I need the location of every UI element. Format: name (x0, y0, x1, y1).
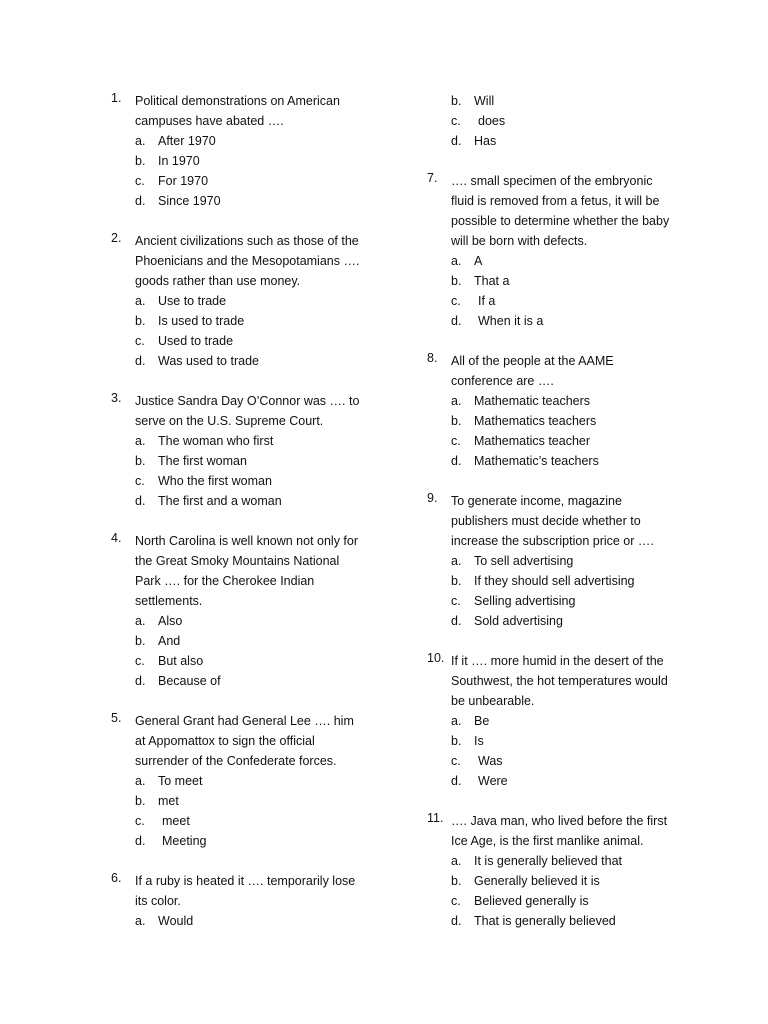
option-letter: b. (451, 874, 462, 888)
option-letter: c. (451, 114, 461, 128)
option-c[interactable] (451, 431, 677, 451)
question-text: North Carolina is well known not only for the Great Smoky Mountains National Park …. for the Cherokee Indian settlements. (135, 534, 359, 608)
option-text: Was used to trade (158, 354, 259, 368)
option-d[interactable] (451, 451, 677, 471)
question-8 (427, 351, 677, 471)
option-d[interactable] (451, 131, 677, 151)
option-text: does (478, 114, 506, 128)
question-number: 3. (111, 391, 122, 405)
option-letter: d. (451, 314, 462, 328)
question-text: Justice Sandra Day O’Connor was …. to serve on the U.S. Supreme Court. (135, 394, 360, 428)
question-10 (427, 651, 677, 791)
option-letter: d. (135, 674, 146, 688)
option-text: Is (474, 734, 484, 748)
option-letter: b. (451, 274, 462, 288)
option-text: Mathematics teacher (474, 434, 591, 448)
question-text: General Grant had General Lee …. him at Appomattox to sign the official surrender of the Confederate forces. (135, 714, 354, 768)
option-text: If they should sell advertising (474, 574, 635, 588)
option-b[interactable] (451, 271, 677, 291)
option-text: meet (162, 814, 190, 828)
option-b[interactable] (135, 311, 361, 331)
option-b[interactable] (451, 411, 677, 431)
option-letter: c. (135, 814, 145, 828)
option-letter: b. (451, 414, 462, 428)
option-text: Mathematics teachers (474, 414, 597, 428)
option-letter: b. (135, 154, 146, 168)
option-d[interactable] (451, 911, 677, 931)
option-letter: d. (451, 614, 462, 628)
question-6-continued (427, 91, 677, 151)
left-column (111, 91, 361, 951)
option-a[interactable] (451, 551, 677, 571)
option-text: Since 1970 (158, 194, 221, 208)
option-text: Used to trade (158, 334, 234, 348)
option-letter: d. (135, 354, 146, 368)
option-d[interactable] (135, 351, 361, 371)
option-b[interactable] (135, 631, 361, 651)
option-text: Has (474, 134, 497, 148)
option-text: Is used to trade (158, 314, 245, 328)
question-number: 6. (111, 871, 122, 885)
option-text: And (158, 634, 181, 648)
option-text: Were (478, 774, 508, 788)
option-text: Sold advertising (474, 614, 563, 628)
option-a[interactable] (451, 851, 677, 871)
option-text: Believed generally is (474, 894, 589, 908)
option-letter: d. (451, 134, 462, 148)
option-text: met (158, 794, 179, 808)
option-letter: b. (451, 94, 462, 108)
option-letter: a. (135, 614, 146, 628)
question-3 (111, 391, 361, 511)
option-letter: b. (135, 314, 146, 328)
option-letter: a. (451, 714, 462, 728)
option-d[interactable] (135, 671, 361, 691)
option-b[interactable] (135, 151, 361, 171)
question-text: …. small specimen of the embryonic fluid is removed from a fetus, it will be possible to determine whether the baby will be born with defects. (451, 174, 670, 248)
option-a[interactable] (135, 771, 361, 791)
option-b[interactable] (451, 91, 677, 111)
question-text: To generate income, magazine publishers must decide whether to increase the subscription price or …. (451, 494, 654, 548)
option-c[interactable] (451, 591, 677, 611)
option-text: After 1970 (158, 134, 216, 148)
option-letter: a. (135, 434, 146, 448)
option-text: Mathematic’s teachers (474, 454, 599, 468)
option-letter: c. (451, 894, 461, 908)
option-c[interactable] (135, 811, 361, 831)
option-text: The woman who first (158, 434, 274, 448)
option-text: Would (158, 914, 194, 928)
option-text: Also (158, 614, 183, 628)
option-c[interactable] (451, 891, 677, 911)
option-b[interactable] (135, 791, 361, 811)
option-letter: b. (451, 734, 462, 748)
option-text: It is generally believed that (474, 854, 623, 868)
option-c[interactable] (135, 171, 361, 191)
question-text: Political demonstrations on American campuses have abated …. (135, 94, 340, 128)
option-letter: d. (135, 494, 146, 508)
option-b[interactable] (451, 731, 677, 751)
option-letter: a. (451, 394, 462, 408)
option-letter: c. (135, 654, 145, 668)
option-letter: c. (451, 594, 461, 608)
option-c[interactable] (451, 291, 677, 311)
question-5 (111, 711, 361, 851)
option-letter: d. (451, 914, 462, 928)
option-a[interactable] (135, 431, 361, 451)
option-letter: c. (135, 474, 145, 488)
question-2 (111, 231, 361, 371)
question-1 (111, 91, 361, 211)
option-c[interactable] (451, 111, 677, 131)
option-letter: b. (135, 794, 146, 808)
option-letter: c. (451, 754, 461, 768)
question-number: 2. (111, 231, 122, 245)
option-a[interactable] (135, 911, 361, 931)
option-text: Be (474, 714, 490, 728)
option-a[interactable] (451, 391, 677, 411)
option-text: Was (478, 754, 503, 768)
question-6 (111, 871, 361, 931)
question-number: 9. (427, 491, 438, 505)
option-letter: a. (135, 134, 146, 148)
option-text: Generally believed it is (474, 874, 600, 888)
option-letter: d. (451, 454, 462, 468)
option-letter: c. (451, 434, 461, 448)
question-number: 10. (427, 651, 445, 665)
question-7 (427, 171, 677, 331)
option-a[interactable] (451, 251, 677, 271)
option-d[interactable] (451, 311, 677, 331)
question-number: 8. (427, 351, 438, 365)
question-text: If it …. more humid in the desert of the Southwest, the hot temperatures would be unbearable. (451, 654, 668, 708)
option-d[interactable] (451, 611, 677, 631)
option-b[interactable] (135, 451, 361, 471)
option-letter: c. (135, 334, 145, 348)
option-text: Mathematic teachers (474, 394, 591, 408)
question-text: If a ruby is heated it …. temporarily lose its color. (135, 874, 356, 908)
option-b[interactable] (451, 871, 677, 891)
option-a[interactable] (135, 131, 361, 151)
option-c[interactable] (135, 471, 361, 491)
option-letter: a. (451, 254, 462, 268)
right-column (427, 91, 677, 951)
question-text: …. Java man, who lived before the first Ice Age, is the first manlike animal. (451, 814, 668, 848)
option-letter: c. (451, 294, 461, 308)
option-letter: b. (135, 634, 146, 648)
question-11 (427, 811, 677, 931)
option-text: To meet (158, 774, 203, 788)
option-c[interactable] (135, 651, 361, 671)
option-text: Will (474, 94, 495, 108)
question-number: 11. (427, 811, 444, 825)
question-number: 5. (111, 711, 122, 725)
option-text: Because of (158, 674, 221, 688)
option-letter: c. (135, 174, 145, 188)
option-letter: a. (135, 774, 146, 788)
option-letter: b. (451, 574, 462, 588)
option-text: Meeting (162, 834, 207, 848)
option-d[interactable] (451, 771, 677, 791)
option-letter: a. (451, 554, 462, 568)
option-c[interactable] (135, 331, 361, 351)
option-text: Use to trade (158, 294, 227, 308)
option-letter: d. (135, 194, 146, 208)
option-letter: b. (135, 454, 146, 468)
question-text: All of the people at the AAME conference are …. (451, 354, 614, 388)
question-text: Ancient civilizations such as those of the Phoenicians and the Mesopotamians …. goods rather than use money. (135, 234, 360, 288)
option-b[interactable] (451, 571, 677, 591)
option-d[interactable] (135, 191, 361, 211)
option-text: That a (474, 274, 510, 288)
option-a[interactable] (451, 711, 677, 731)
option-d[interactable] (135, 831, 361, 851)
option-text: If a (478, 294, 496, 308)
question-4 (111, 531, 361, 691)
question-number: 4. (111, 531, 122, 545)
question-number: 1. (111, 91, 122, 105)
option-letter: a. (135, 294, 146, 308)
question-number: 7. (427, 171, 438, 185)
option-text: But also (158, 654, 204, 668)
option-letter: d. (135, 834, 146, 848)
option-text: Selling advertising (474, 594, 576, 608)
option-d[interactable] (135, 491, 361, 511)
option-letter: a. (135, 914, 146, 928)
option-a[interactable] (135, 291, 361, 311)
option-a[interactable] (135, 611, 361, 631)
option-text: That is generally believed (474, 914, 616, 928)
question-9 (427, 491, 677, 631)
option-letter: d. (451, 774, 462, 788)
option-text: For 1970 (158, 174, 209, 188)
option-text: To sell advertising (474, 554, 574, 568)
option-text: A (474, 254, 483, 268)
option-letter: a. (451, 854, 462, 868)
option-text: In 1970 (158, 154, 200, 168)
option-text: Who the first woman (158, 474, 272, 488)
option-c[interactable] (451, 751, 677, 771)
option-text: The first and a woman (158, 494, 282, 508)
option-text: When it is a (478, 314, 544, 328)
option-text: The first woman (158, 454, 247, 468)
